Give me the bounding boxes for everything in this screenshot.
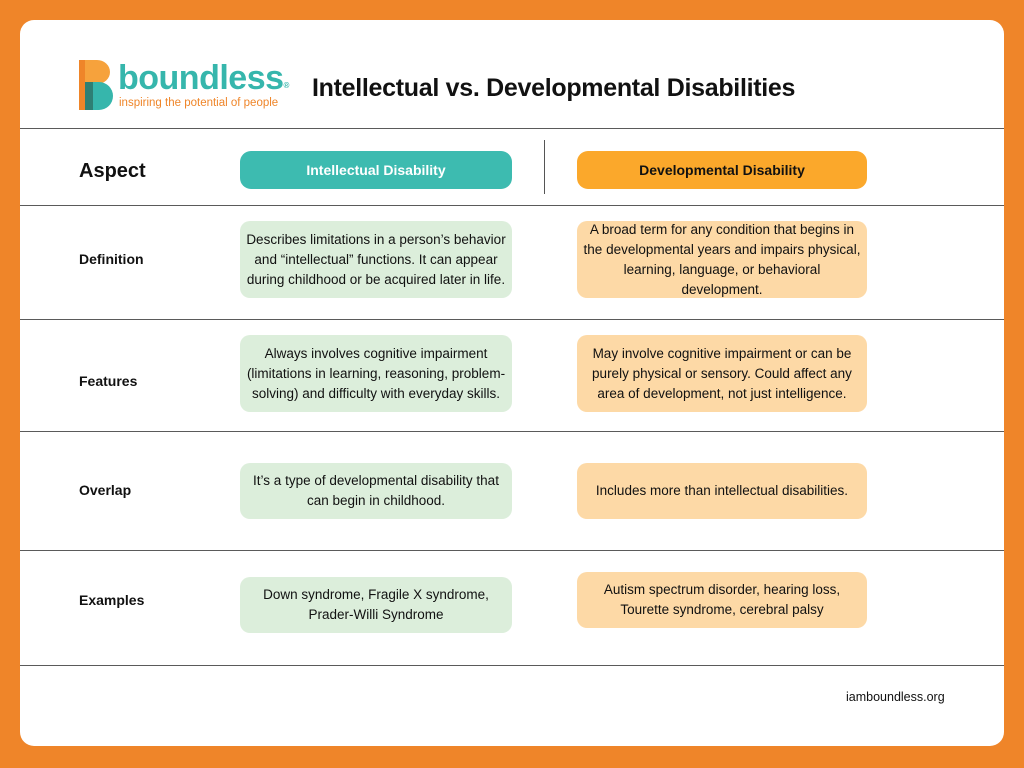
divider xyxy=(20,550,1004,551)
page-title: Intellectual vs. Developmental Disabilities xyxy=(312,74,796,102)
cell-overlap-developmental: Includes more than intellectual disabilities. xyxy=(577,463,867,519)
cell-definition-intellectual: Describes limitations in a person’s behavior and “intellectual” functions. It can appear during childhood or be acquired later in life. xyxy=(240,221,512,298)
divider xyxy=(20,431,1004,432)
boundless-logo xyxy=(79,60,299,130)
cell-features-intellectual: Always involves cognitive impairment (limitations in learning, reasoning, problem-solving) and difficulty with everyday skills. xyxy=(240,335,512,412)
row-label-definition: Definition xyxy=(79,251,144,267)
boundless-b-icon xyxy=(79,60,113,110)
footer-url: iamboundless.org xyxy=(846,690,945,704)
divider xyxy=(20,128,1004,129)
cell-examples-intellectual: Down syndrome, Fragile X syndrome, Prader-Willi Syndrome xyxy=(240,577,512,633)
brand-name: boundless xyxy=(118,59,284,97)
developmental-disability-header: Developmental Disability xyxy=(577,151,867,189)
registered-mark: ® xyxy=(283,81,289,90)
row-label-overlap: Overlap xyxy=(79,482,132,498)
infographic-card xyxy=(20,20,1004,746)
divider xyxy=(20,319,1004,320)
header-divider xyxy=(544,140,545,194)
cell-features-developmental: May involve cognitive impairment or can be purely physical or sensory. Could affect any area of development, not just intelligence. xyxy=(577,335,867,412)
brand-tagline: inspiring the potential of people xyxy=(119,97,279,109)
divider xyxy=(20,665,1004,666)
row-label-features: Features xyxy=(79,373,138,389)
cell-examples-developmental: Autism spectrum disorder, hearing loss, Tourette syndrome, cerebral palsy xyxy=(577,572,867,628)
row-label-examples: Examples xyxy=(79,592,145,608)
cell-definition-developmental: A broad term for any condition that begins in the developmental years and impairs physical, learning, language, or behavioral development. xyxy=(577,221,867,298)
aspect-header: Aspect xyxy=(79,160,146,182)
divider xyxy=(20,205,1004,206)
cell-overlap-intellectual: It’s a type of developmental disability that can begin in childhood. xyxy=(240,463,512,519)
intellectual-disability-header: Intellectual Disability xyxy=(240,151,512,189)
